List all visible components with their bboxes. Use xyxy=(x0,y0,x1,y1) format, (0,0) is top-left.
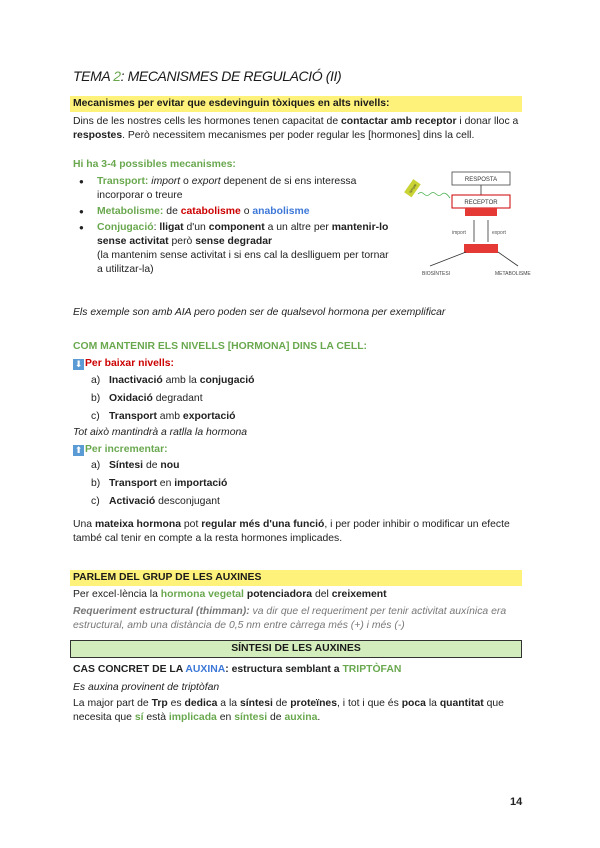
resposta-label: RESPOSTA xyxy=(464,177,498,183)
decrease-heading: ⬇ Per baixar nivells: xyxy=(74,358,174,369)
auxin-case-heading: CAS CONCRET DE LA AUXINA: estructura semblant a TRIPTÒFAN xyxy=(73,664,402,675)
list-item: c) Activació desconjugant xyxy=(91,496,220,507)
section-heading-auxins: PARLEM DEL GRUP DE LES AUXINES xyxy=(70,570,522,586)
section-heading-levels: COM MANTENIR ELS NIVELLS [HORMONA] DINS LA CELL: xyxy=(73,341,368,352)
import-label: import xyxy=(452,230,466,236)
decrease-list xyxy=(73,374,473,428)
list-item: a) Síntesi de nou xyxy=(91,460,180,471)
hormone-regulation-diagram xyxy=(402,168,532,280)
metabolisme-arrow xyxy=(498,252,518,266)
list-item: c) Transport amb exportació xyxy=(91,411,236,422)
list-item: b) Oxidació degradant xyxy=(91,393,203,404)
biosintesi-label: BIOSÍNTESI xyxy=(422,271,451,277)
up-arrow-icon: ⬆ xyxy=(74,445,83,455)
section-heading-mechanisms: Mecanismes per evitar que esdevinguin tòxiques en alts nivells: xyxy=(70,96,522,112)
mechanisms-subheading: Hi ha 3-4 possibles mecanismes: xyxy=(73,159,236,170)
decrease-note: Tot això mantindrà a ratlla la hormona xyxy=(73,427,248,438)
list-item: b) Transport en importació xyxy=(91,478,228,489)
increase-heading: ⬆ Per incrementar: xyxy=(74,444,168,455)
signal-label: senyal xyxy=(408,183,418,194)
trp-paragraph: La major part de Trp es dedica a la síntesi de proteïnes, i tot i que és poca la quantitat que necesita que sí està implicada en síntesi de auxina. xyxy=(73,698,504,724)
list-item-conjugation: ● Conjugació: lligat d'un component a un altre per mantenir-lo sense activitat però sense degradar (la mantenim sense activitat i si ens cal la deslliguem per tornar a utilitzar-la) xyxy=(73,221,393,277)
auxin-synthesis-box: SÍNTESI DE LES AUXINES xyxy=(70,640,522,658)
metabolisme-label: METABOLISME xyxy=(495,271,531,277)
mechanisms-list xyxy=(73,175,393,277)
intro-paragraph: Dins de les nostres cells les hormones tenen capacitat de contactar amb receptor i donar lloc a respostes. Però necessitem mecanismes per poder regular les [hormones] dins la cell. xyxy=(73,116,519,142)
example-note: Els exemple son amb AIA pero poden ser de qualsevol hormona per exemplificar xyxy=(73,307,446,318)
receptor-label: RECEPTOR xyxy=(464,200,498,206)
biosintesi-arrow xyxy=(430,252,466,266)
hormone-pool-block xyxy=(464,244,498,253)
page-number: 14 xyxy=(510,796,523,808)
auxin-origin-note: Es auxina provinent de triptòfan xyxy=(73,682,220,693)
page-title: TEMA 2: MECANISMES DE REGULACIÓ (II) xyxy=(73,68,342,84)
increase-list xyxy=(73,459,473,513)
hormone-function-paragraph: Una mateixa hormona pot regular més d'una funció, i per poder inhibir o modificar un efecte també cal tenir en compte a la resta hormones implicades. xyxy=(73,519,510,545)
hormone-receptor-block xyxy=(465,208,497,216)
auxin-intro-line: Per excel·lència la hormona vegetal potenciadora del creixement xyxy=(73,589,387,600)
signal-wave xyxy=(418,193,450,199)
structural-requirement: Requeriment estructural (thimman): va dir que el requeriment per tenir activitat auxínica era estructural, amb una distància de 0,5 nm entre càrrega més (+) i més (-) xyxy=(73,606,507,632)
down-arrow-icon: ⬇ xyxy=(74,359,83,369)
list-item-transport: ● Transport: import o export depenent de si ens interessa incorporar o treure xyxy=(73,175,393,203)
conjugation-note: (la mantenim sense activitat i si ens cal la deslliguem per tornar a utilitzar-la) xyxy=(97,250,389,276)
list-item: a) Inactivació amb la conjugació xyxy=(91,375,255,386)
list-item-metabolism: ● Metabolisme: de catabolisme o anabolisme xyxy=(73,205,393,219)
export-label: export xyxy=(492,230,506,236)
